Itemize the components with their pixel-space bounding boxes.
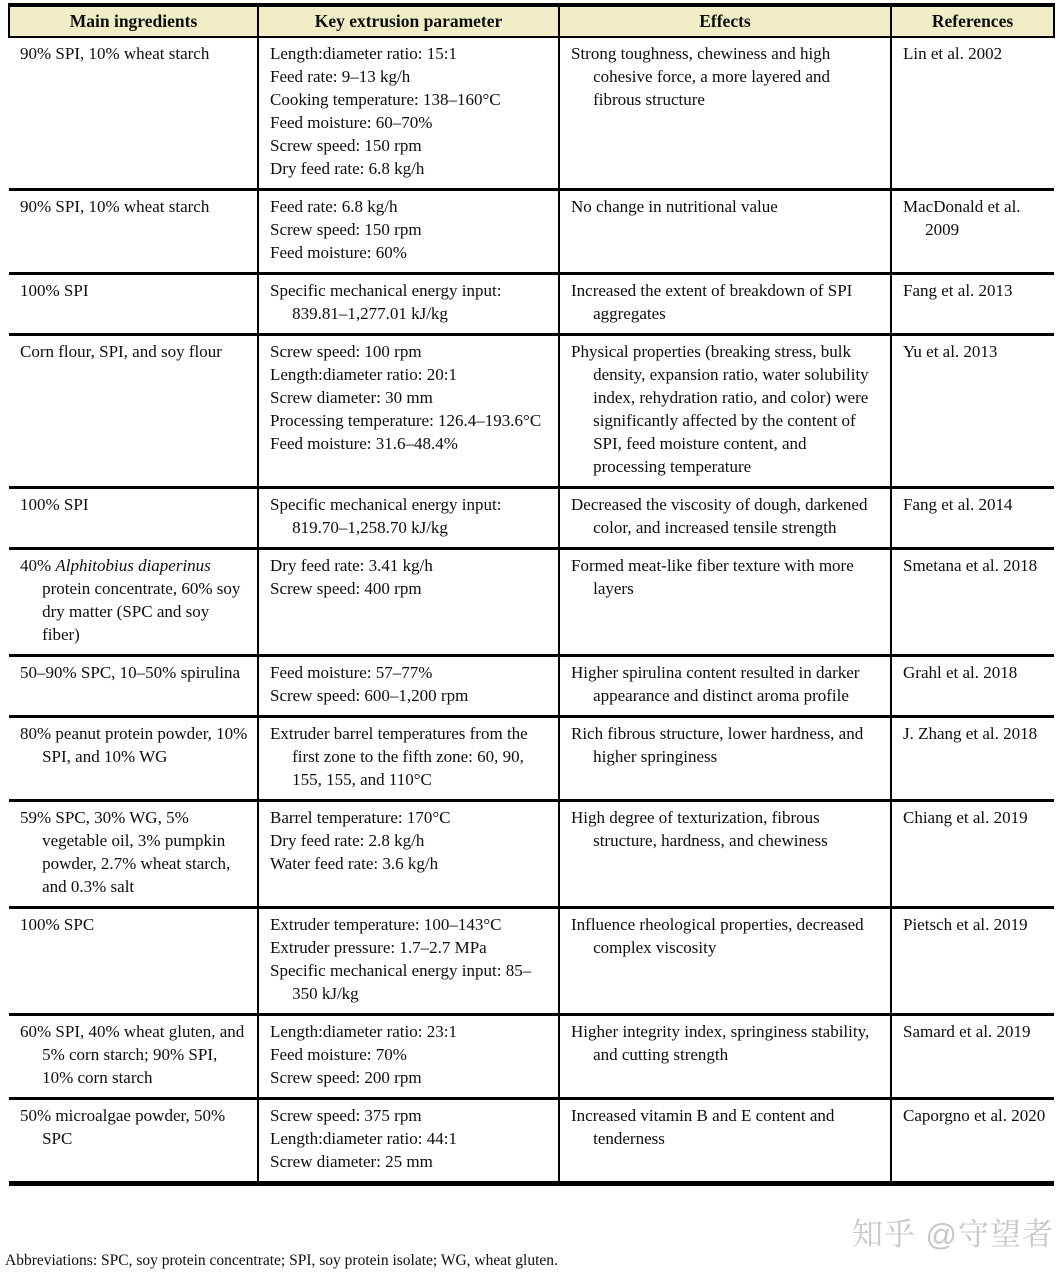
cell-line: 100% SPI	[20, 495, 89, 514]
cell-line: Corn flour, SPI, and soy flour	[20, 342, 222, 361]
cell-line: Extruder temperature: 100–143°C	[270, 915, 502, 934]
cell-key-extrusion-parameter	[258, 1015, 559, 1099]
cell-line: Extruder barrel temperatures from the first zone to the fifth zone: 60, 90, 155, 155, and 110°C	[270, 724, 528, 789]
cell-reference	[891, 656, 1054, 717]
cell-line: Lin et al. 2002	[903, 44, 1003, 63]
cell-reference	[891, 274, 1054, 335]
cell-line: Formed meat-like fiber texture with more layers	[571, 556, 854, 598]
cell-line: Length:diameter ratio: 23:1	[270, 1022, 457, 1041]
cell-effects	[559, 717, 891, 801]
table-body	[9, 37, 1054, 1184]
cell-main-ingredients	[9, 908, 258, 1015]
cell-line: Extruder pressure: 1.7–2.7 MPa	[270, 938, 487, 957]
cell-effects	[559, 488, 891, 549]
cell-line: Length:diameter ratio: 20:1	[270, 365, 457, 384]
cell-line: Strong toughness, chewiness and high cohesive force, a more layered and fibrous structure	[571, 44, 831, 109]
cell-effects	[559, 37, 891, 190]
cell-line: Feed moisture: 60–70%	[270, 113, 433, 132]
cell-line: Specific mechanical energy input: 819.70–1,258.70 kJ/kg	[270, 495, 502, 537]
cell-key-extrusion-parameter	[258, 274, 559, 335]
cell-line: Fang et al. 2013	[903, 281, 1013, 300]
cell-main-ingredients	[9, 1099, 258, 1184]
cell-key-extrusion-parameter	[258, 801, 559, 908]
cell-line: MacDonald et al. 2009	[903, 197, 1021, 239]
cell-key-extrusion-parameter	[258, 656, 559, 717]
cell-line: Length:diameter ratio: 44:1	[270, 1129, 457, 1148]
cell-line: 80% peanut protein powder, 10% SPI, and 10% WG	[20, 724, 248, 766]
cell-line: Decreased the viscosity of dough, darkened color, and increased tensile strength	[571, 495, 868, 537]
cell-line: Rich fibrous structure, lower hardness, and higher springiness	[571, 724, 864, 766]
cell-reference	[891, 549, 1054, 656]
cell-line: Length:diameter ratio: 15:1	[270, 44, 457, 63]
table-row	[9, 656, 1054, 717]
cell-reference	[891, 801, 1054, 908]
cell-main-ingredients	[9, 37, 258, 190]
cell-main-ingredients	[9, 274, 258, 335]
cell-line: Physical properties (breaking stress, bulk density, expansion ratio, water solubility index, rehydration ratio, and color) were significantly affected by the content of SPI, feed moisture content, and processing temperature	[571, 342, 869, 476]
cell-key-extrusion-parameter	[258, 549, 559, 656]
cell-line: Dry feed rate: 6.8 kg/h	[270, 159, 425, 178]
cell-key-extrusion-parameter	[258, 488, 559, 549]
cell-line: Higher integrity index, springiness stability, and cutting strength	[571, 1022, 870, 1064]
cell-effects	[559, 1099, 891, 1184]
cell-line: Processing temperature: 126.4–193.6°C	[270, 411, 542, 430]
cell-reference	[891, 190, 1054, 274]
cell-main-ingredients	[9, 190, 258, 274]
table-row	[9, 801, 1054, 908]
cell-reference	[891, 335, 1054, 488]
cell-line: 90% SPI, 10% wheat starch	[20, 44, 210, 63]
cell-main-ingredients	[9, 1015, 258, 1099]
cell-line: Water feed rate: 3.6 kg/h	[270, 854, 439, 873]
watermark: 知乎 @守望者	[851, 1217, 1054, 1252]
cell-line: Feed rate: 6.8 kg/h	[270, 197, 398, 216]
cell-line: Pietsch et al. 2019	[903, 915, 1028, 934]
column-header-effects: Effects	[559, 5, 891, 37]
cell-line: Feed moisture: 70%	[270, 1045, 407, 1064]
cell-reference	[891, 1015, 1054, 1099]
cell-line: No change in nutritional value	[571, 197, 778, 216]
cell-effects	[559, 274, 891, 335]
table-row	[9, 190, 1054, 274]
abbreviations-footnote: Abbreviations: SPC, soy protein concentrate; SPI, soy protein isolate; WG, wheat gluten.	[5, 1252, 558, 1269]
cell-line: 90% SPI, 10% wheat starch	[20, 197, 210, 216]
cell-key-extrusion-parameter	[258, 1099, 559, 1184]
cell-key-extrusion-parameter	[258, 717, 559, 801]
table-header	[9, 5, 1054, 37]
cell-key-extrusion-parameter	[258, 908, 559, 1015]
cell-line: Screw speed: 150 rpm	[270, 136, 422, 155]
cell-main-ingredients	[9, 656, 258, 717]
cell-line: Increased vitamin B and E content and tenderness	[571, 1106, 835, 1148]
cell-line: Dry feed rate: 3.41 kg/h	[270, 556, 433, 575]
cell-line: Screw speed: 600–1,200 rpm	[270, 686, 469, 705]
cell-main-ingredients	[9, 488, 258, 549]
cell-line: 59% SPC, 30% WG, 5% vegetable oil, 3% pumpkin powder, 2.7% wheat starch, and 0.3% salt	[20, 808, 231, 896]
cell-effects	[559, 335, 891, 488]
cell-line: Screw speed: 375 rpm	[270, 1106, 422, 1125]
cell-effects	[559, 549, 891, 656]
cell-reference	[891, 717, 1054, 801]
cell-line: Specific mechanical energy input: 839.81–1,277.01 kJ/kg	[270, 281, 502, 323]
cell-key-extrusion-parameter	[258, 190, 559, 274]
cell-line: Dry feed rate: 2.8 kg/h	[270, 831, 425, 850]
column-header-main-ingredients: Main ingredients	[9, 5, 258, 37]
cell-line: Samard et al. 2019	[903, 1022, 1031, 1041]
cell-line: Specific mechanical energy input: 85–350 kJ/kg	[270, 961, 532, 1003]
cell-line: 50% microalgae powder, 50% SPC	[20, 1106, 226, 1148]
cell-line: Screw diameter: 30 mm	[270, 388, 433, 407]
cell-effects	[559, 908, 891, 1015]
cell-line: Barrel temperature: 170°C	[270, 808, 451, 827]
cell-effects	[559, 1015, 891, 1099]
table-row	[9, 1099, 1054, 1184]
cell-reference	[891, 908, 1054, 1015]
cell-line: Feed moisture: 31.6–48.4%	[270, 434, 458, 453]
header-row	[9, 5, 1054, 37]
cell-effects	[559, 190, 891, 274]
cell-line: Feed moisture: 60%	[270, 243, 407, 262]
cell-key-extrusion-parameter	[258, 37, 559, 190]
table-row	[9, 1015, 1054, 1099]
cell-line: Caporgno et al. 2020	[903, 1106, 1046, 1125]
cell-line: 50–90% SPC, 10–50% spirulina	[20, 663, 241, 682]
cell-line: High degree of texturization, fibrous structure, hardness, and chewiness	[571, 808, 828, 850]
cell-line: Chiang et al. 2019	[903, 808, 1028, 827]
cell-main-ingredients	[9, 549, 258, 656]
cell-line: Screw speed: 200 rpm	[270, 1068, 422, 1087]
cell-line: Screw diameter: 25 mm	[270, 1152, 433, 1171]
cell-effects	[559, 801, 891, 908]
cell-line: Fang et al. 2014	[903, 495, 1013, 514]
cell-line: Increased the extent of breakdown of SPI aggregates	[571, 281, 853, 323]
cell-line: Yu et al. 2013	[903, 342, 998, 361]
table-row	[9, 274, 1054, 335]
cell-line: Feed rate: 9–13 kg/h	[270, 67, 411, 86]
table-row	[9, 335, 1054, 488]
column-header-key-extrusion-parameter: Key extrusion parameter	[258, 5, 559, 37]
cell-line: Cooking temperature: 138–160°C	[270, 90, 501, 109]
column-header-references: References	[891, 5, 1054, 37]
cell-line: 60% SPI, 40% wheat gluten, and 5% corn starch; 90% SPI, 10% corn starch	[20, 1022, 245, 1087]
cell-effects	[559, 656, 891, 717]
cell-line: 40% Alphitobius diaperinus protein concentrate, 60% soy dry matter (SPC and soy fiber)	[20, 556, 241, 644]
cell-reference	[891, 1099, 1054, 1184]
cell-line: Smetana et al. 2018	[903, 556, 1038, 575]
cell-main-ingredients	[9, 335, 258, 488]
cell-line: Higher spirulina content resulted in darker appearance and distinct aroma profile	[571, 663, 860, 705]
cell-line: Screw speed: 150 rpm	[270, 220, 422, 239]
cell-line: Screw speed: 400 rpm	[270, 579, 422, 598]
cell-reference	[891, 37, 1054, 190]
cell-line: Grahl et al. 2018	[903, 663, 1018, 682]
cell-line: 100% SPC	[20, 915, 95, 934]
cell-line: Feed moisture: 57–77%	[270, 663, 433, 682]
cell-reference	[891, 488, 1054, 549]
table-row	[9, 717, 1054, 801]
cell-line: Influence rheological properties, decreased complex viscosity	[571, 915, 864, 957]
cell-main-ingredients	[9, 801, 258, 908]
cell-line: 100% SPI	[20, 281, 89, 300]
cell-main-ingredients	[9, 717, 258, 801]
cell-line: Screw speed: 100 rpm	[270, 342, 422, 361]
extrusion-parameters-table	[8, 3, 1055, 1186]
cell-key-extrusion-parameter	[258, 335, 559, 488]
table-row	[9, 908, 1054, 1015]
table-row	[9, 37, 1054, 190]
cell-line: J. Zhang et al. 2018	[903, 724, 1038, 743]
table-row	[9, 549, 1054, 656]
table-row	[9, 488, 1054, 549]
